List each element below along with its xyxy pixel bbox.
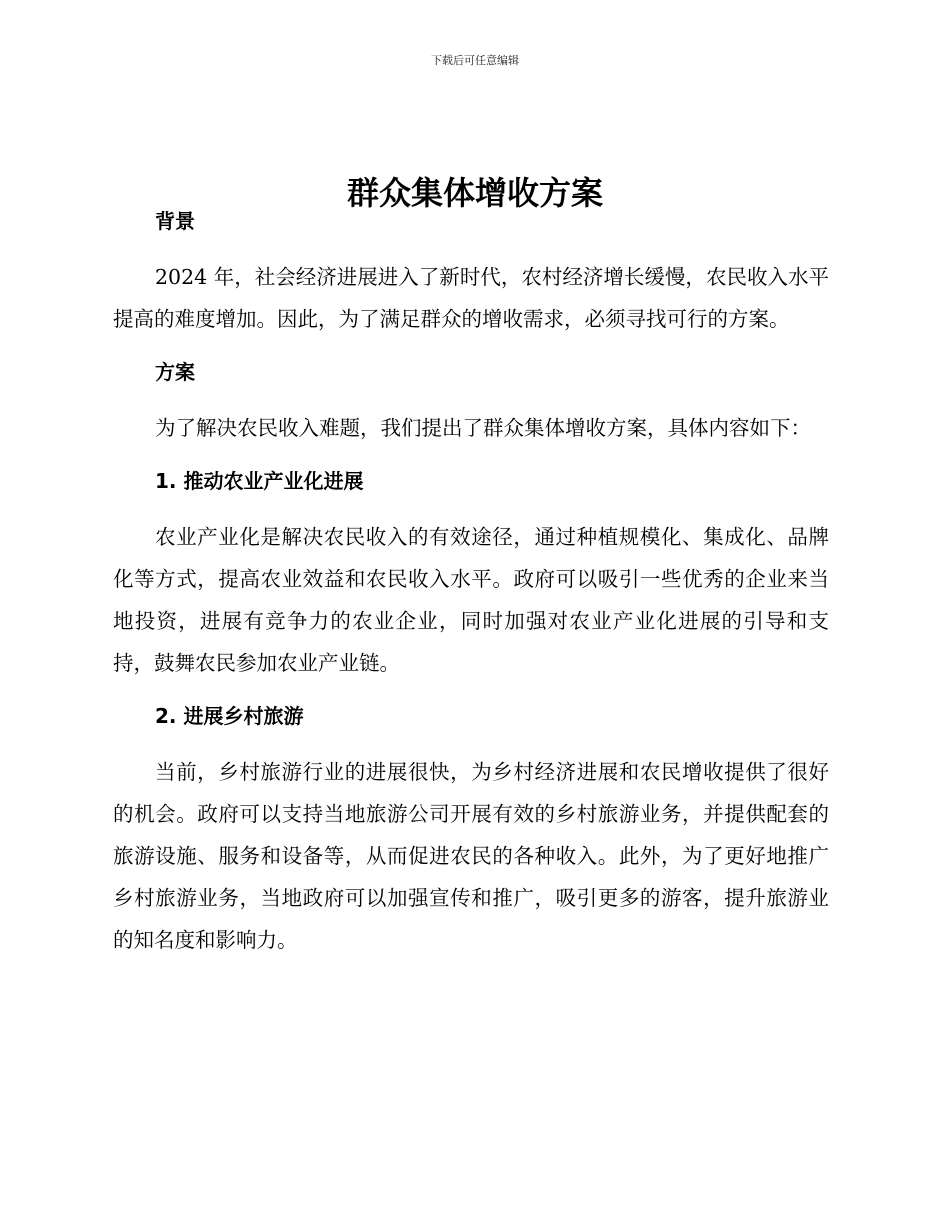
section-heading-background: 背景	[155, 209, 195, 233]
section-heading-agriculture: 1. 推动农业产业化进展	[155, 469, 364, 493]
page-header-note: 下载后可任意编辑	[431, 54, 519, 67]
section-heading-rural-tourism: 2. 进展乡村旅游	[155, 704, 304, 728]
section-paragraph-background: 2024 年，社会经济进展进入了新时代，农村经济增长缓慢，农民收入水平提高的难度增加。因此，为了满足群众的增收需求，必须寻找可行的方案。	[113, 265, 829, 331]
section-paragraph-agriculture: 农业产业化是解决农民收入的有效途径，通过种植规模化、集成化、品牌化等方式，提高农业效益和农民收入水平。政府可以吸引一些优秀的企业来当地投资，进展有竞争力的农业企业，同时加强对农业产业化进展的引导和支持，鼓舞农民参加农业产业链。	[113, 525, 829, 675]
document-body	[113, 201, 829, 961]
section-paragraph-plan: 为了解决农民收入难题，我们提出了群众集体增收方案，具体内容如下：	[155, 416, 811, 440]
section-heading-plan: 方案	[155, 360, 195, 384]
document-title: 群众集体增收方案	[346, 174, 603, 213]
section-paragraph-rural-tourism: 当前，乡村旅游行业的进展很快，为乡村经济进展和农民增收提供了很好的机会。政府可以支持当地旅游公司开展有效的乡村旅游业务，并提供配套的旅游设施、服务和设备等，从而促进农民的各种收入。此外，为了更好地推广乡村旅游业务，当地政府可以加强宣传和推广，吸引更多的游客，提升旅游业的知名度和影响力。	[113, 760, 829, 952]
